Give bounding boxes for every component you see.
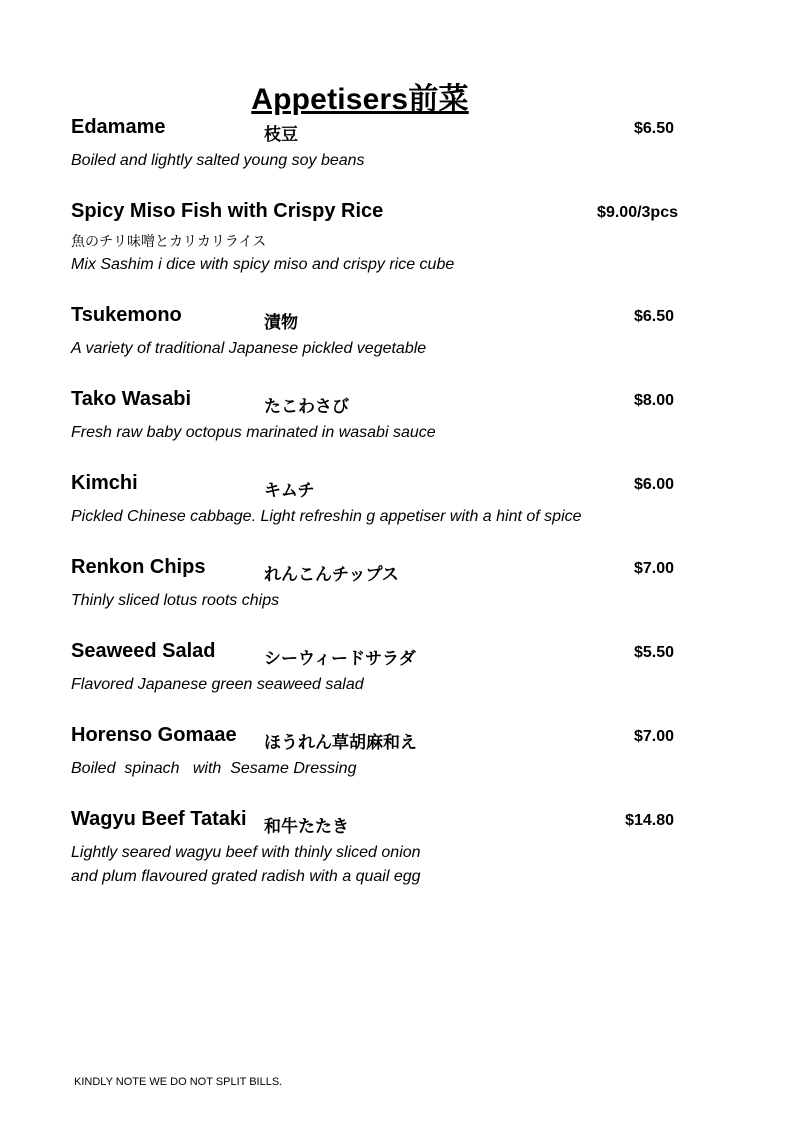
- item-price: $14.80: [625, 812, 674, 829]
- item-price: $6.00: [633, 476, 674, 493]
- item-description: Pickled Chinese cabbage. Light refreshin g appetiser with a hint of spice: [71, 508, 582, 525]
- item-description: A variety of traditional Japanese pickled vegetable: [71, 340, 427, 357]
- item-japanese-name: 漬物: [264, 313, 298, 332]
- item-price: $5.50: [633, 644, 674, 661]
- item-description: Boiled and lightly salted young soy beans: [71, 152, 365, 169]
- item-japanese-name: ほうれん草胡麻和え: [264, 733, 417, 752]
- item-japanese-name: れんこんチップス: [264, 565, 399, 584]
- item-description-line2: and plum flavoured grated radish with a quail egg: [71, 868, 421, 885]
- footer-note: KINDLY NOTE WE DO NOT SPLIT BILLS.: [74, 1076, 283, 1088]
- item-name: Tsukemono: [71, 304, 182, 326]
- item-japanese-name: 枝豆: [264, 125, 298, 144]
- item-japanese-name: たこわさび: [264, 397, 349, 416]
- item-japanese-name: 和牛たたき: [264, 817, 349, 836]
- item-price: $6.50: [633, 120, 674, 137]
- item-price: $6.50: [633, 308, 674, 325]
- item-price: $9.00/3pcs: [597, 204, 678, 221]
- item-name: Seaweed Salad: [71, 640, 216, 662]
- item-japanese-name: 魚のチリ味噌とカリカリライス: [71, 233, 267, 249]
- item-description: Flavored Japanese green seaweed salad: [71, 676, 364, 693]
- item-name: Horenso Gomaae: [71, 724, 237, 746]
- item-description: Mix Sashim i dice with spicy miso and crispy rice cube: [71, 256, 455, 273]
- item-description: Thinly sliced lotus roots chips: [71, 592, 280, 609]
- item-description: Boiled spinach with Sesame Dressing: [71, 760, 357, 777]
- item-description: Lightly seared wagyu beef with thinly sliced onion: [71, 844, 421, 861]
- item-price: $7.00: [633, 728, 674, 745]
- item-name: Spicy Miso Fish with Crispy Rice: [71, 200, 384, 222]
- item-price: $7.00: [633, 560, 674, 577]
- item-name: Renkon Chips: [71, 556, 206, 578]
- page-title: Appetisers前菜: [251, 83, 469, 116]
- item-japanese-name: シーウィードサラダ: [264, 649, 416, 668]
- item-japanese-name: キムチ: [264, 481, 315, 500]
- item-name: Kimchi: [71, 472, 138, 494]
- item-price: $8.00: [633, 392, 674, 409]
- item-description: Fresh raw baby octopus marinated in wasabi sauce: [71, 424, 436, 441]
- item-name: Tako Wasabi: [71, 388, 192, 410]
- item-name: Wagyu Beef Tataki: [71, 808, 247, 830]
- item-name: Edamame: [71, 116, 166, 138]
